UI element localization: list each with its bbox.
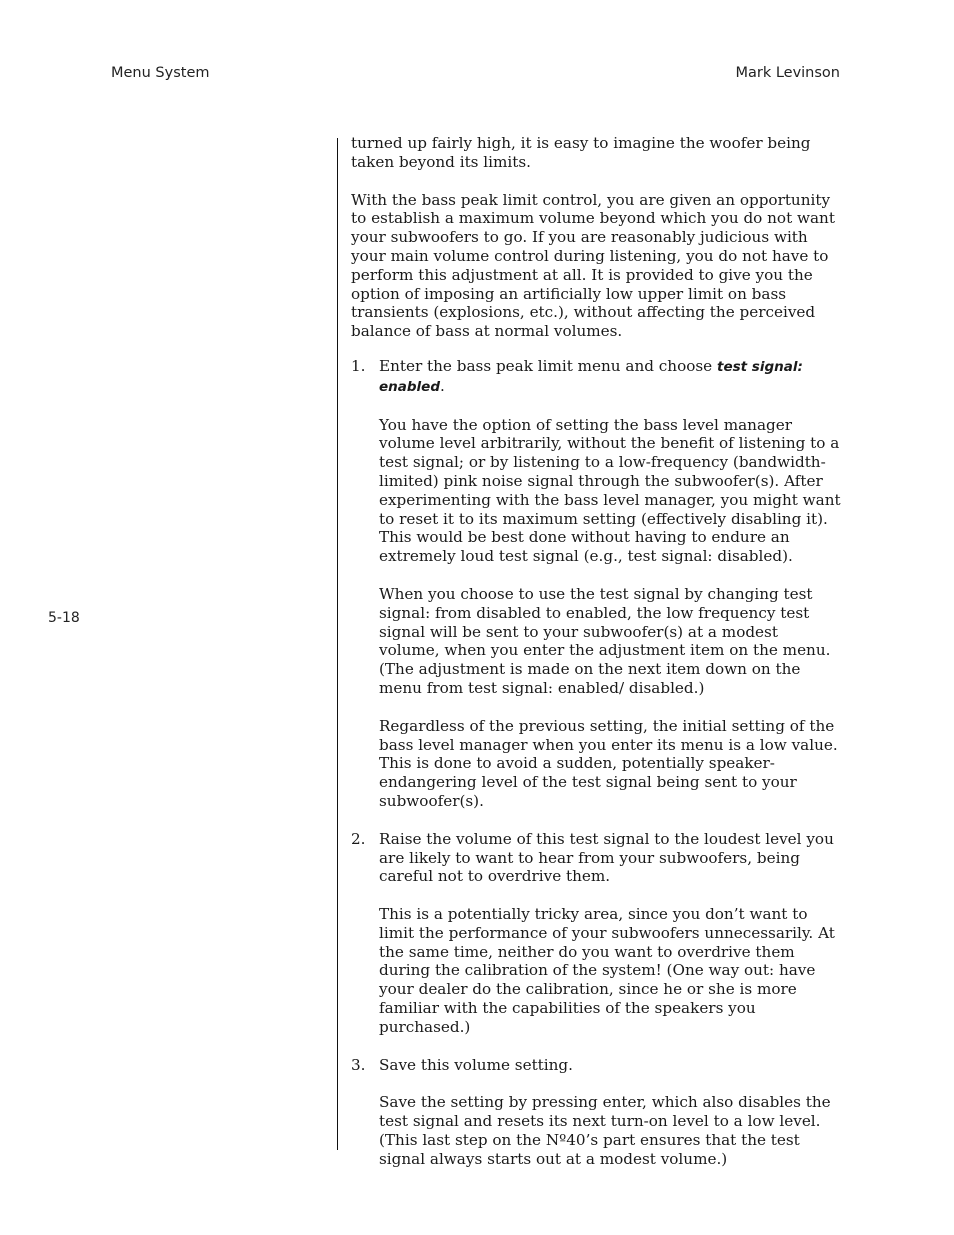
step-1 [351,357,843,811]
step-paragraph: This is a potentially tricky area, since you don’t want to limit the performance of your subwoofers unnecessarily. At the same time, neither do you want to overdrive them during the calibration of the system! (One way out: have your dealer do the calibration, since he or she is more familiar with the capabilities of the speakers you purchased.) [379,905,835,1036]
running-header-section: Menu System [111,65,210,81]
step-paragraph: When you choose to use the test signal by changing test signal: from disabled to enabled, the low frequency test signal will be sent to your subwoofer(s) at a modest volume, when you enter the adjustment item on the menu. (The adjustment is made on the next item down on the menu from test signal: enabled/ disabled.) [379,584,831,697]
page-number: 5-18 [48,610,80,626]
margin-rule [337,138,338,1150]
step-lead: Enter the bass peak limit menu and choose test signal: enabled. [379,356,803,395]
step-paragraph: You have the option of setting the bass level manager volume level arbitrarily, without the benefit of listening to a test signal; or by listening to a low-frequency (bandwidth-limited) pink noise signal through the subwoofer(s). After experimenting with the bass level manager, you might want to reset it to its maximum setting (effectively disabling it). This would be best done without having to endure an extremely loud test signal (e.g., test signal: disabled). [379,415,841,566]
step-paragraph: Regardless of the previous setting, the initial setting of the bass level manager when you enter its menu is a low value. This is done to avoid a sudden, potentially speaker-endangering level of the test signal being sent to your subwoofer(s). [379,716,838,810]
body-text [351,134,843,1188]
menu-item-emphasis: test signal: enabled [379,358,803,395]
intro-paragraph: turned up fairly high, it is easy to imagine the woofer being taken beyond its limits. [351,134,811,171]
step-paragraph: Save the setting by pressing enter, which also disables the test signal and resets its next turn-on level to a low level. (This last step on the Nº40’s part ensures that the test signal always starts out at a modest volume.) [379,1093,831,1168]
running-header-brand: Mark Levinson [735,65,840,81]
intro-paragraph: With the bass peak limit control, you are given an opportunity to establish a maximum volume beyond which you do not want your subwoofers to go. If you are reasonably judicious with your main volume control during listening, you do not have to perform this adjustment at all. It is provided to give you the option of imposing an artificially low upper limit on bass transients (explosions, etc.), without affecting the perceived balance of bass at normal volumes. [351,190,835,341]
step-lead: Save this volume setting. [379,1055,573,1074]
step-3 [351,1056,843,1169]
step-lead: Raise the volume of this test signal to the loudest level you are likely to want to hear from your subwoofers, being careful not to overdrive them. [379,829,834,886]
step-number: 1. [351,356,366,375]
step-number: 3. [351,1055,366,1074]
step-number: 2. [351,829,366,848]
step-2 [351,830,843,1037]
